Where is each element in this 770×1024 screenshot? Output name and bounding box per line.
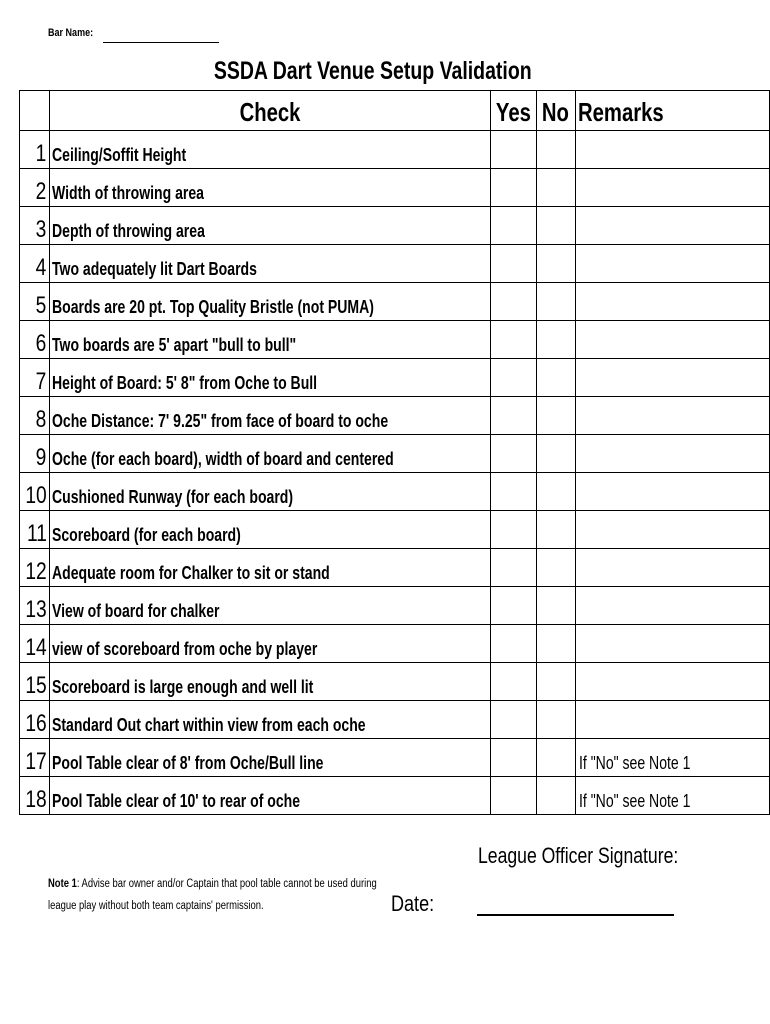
row-number: 18 (20, 777, 50, 815)
row-number: 16 (20, 701, 50, 739)
table-row (20, 549, 770, 587)
row-number: 4 (20, 245, 50, 283)
table-row (20, 587, 770, 625)
remarks-cell[interactable] (575, 359, 769, 397)
table-row (20, 777, 770, 815)
yes-cell[interactable] (490, 625, 536, 663)
checklist-rows (20, 131, 770, 815)
remarks-cell[interactable] (575, 321, 769, 359)
checklist-table (19, 90, 770, 815)
check-item: Depth of throwing area (49, 207, 490, 245)
no-cell[interactable] (536, 245, 575, 283)
remarks-cell[interactable] (575, 283, 769, 321)
yes-cell[interactable] (490, 397, 536, 435)
row-number: 3 (20, 207, 50, 245)
check-item: Standard Out chart within view from each oche (49, 701, 490, 739)
table-row (20, 473, 770, 511)
bar-name-field[interactable] (103, 42, 219, 43)
table-row (20, 739, 770, 777)
yes-cell[interactable] (490, 321, 536, 359)
row-number: 17 (20, 739, 50, 777)
no-cell[interactable] (536, 207, 575, 245)
row-number: 8 (20, 397, 50, 435)
row-number: 2 (20, 169, 50, 207)
remarks-cell[interactable]: If "No" see Note 1 (575, 739, 769, 777)
no-cell[interactable] (536, 625, 575, 663)
no-cell[interactable] (536, 283, 575, 321)
table-row (20, 283, 770, 321)
table-row (20, 359, 770, 397)
no-cell[interactable] (536, 701, 575, 739)
remarks-cell[interactable]: If "No" see Note 1 (575, 777, 769, 815)
yes-cell[interactable] (490, 359, 536, 397)
check-item: Two adequately lit Dart Boards (49, 245, 490, 283)
yes-cell[interactable] (490, 587, 536, 625)
yes-cell[interactable] (490, 435, 536, 473)
signature-label: League Officer Signature: (478, 843, 679, 868)
no-cell[interactable] (536, 549, 575, 587)
remarks-cell[interactable] (575, 245, 769, 283)
page-title-text: SSDA Dart Venue Setup Validation (214, 57, 532, 85)
no-cell[interactable] (536, 663, 575, 701)
check-item: Cushioned Runway (for each board) (49, 473, 490, 511)
row-number: 6 (20, 321, 50, 359)
yes-cell[interactable] (490, 169, 536, 207)
remarks-cell[interactable] (575, 131, 769, 169)
no-cell[interactable] (536, 397, 575, 435)
check-item: Height of Board: 5' 8" from Oche to Bull (49, 359, 490, 397)
yes-cell[interactable] (490, 207, 536, 245)
yes-cell[interactable] (490, 549, 536, 587)
check-item: Boards are 20 pt. Top Quality Bristle (not PUMA) (49, 283, 490, 321)
note-label: Note 1 (48, 878, 77, 890)
date-label: Date: (391, 891, 435, 916)
table-row (20, 435, 770, 473)
no-cell[interactable] (536, 321, 575, 359)
row-number: 13 (20, 587, 50, 625)
row-number: 7 (20, 359, 50, 397)
check-item: Oche (for each board), width of board and centered (49, 435, 490, 473)
check-item: Ceiling/Soffit Height (49, 131, 490, 169)
check-item: Width of throwing area (49, 169, 490, 207)
row-number: 11 (20, 511, 50, 549)
check-item: Scoreboard is large enough and well lit (49, 663, 490, 701)
remarks-cell[interactable] (575, 663, 769, 701)
table-row (20, 207, 770, 245)
table-row (20, 321, 770, 359)
no-cell[interactable] (536, 435, 575, 473)
table-row (20, 397, 770, 435)
yes-cell[interactable] (490, 739, 536, 777)
note-text-line2: league play without both team captains' permission. (48, 900, 264, 912)
yes-cell[interactable] (490, 663, 536, 701)
row-number: 5 (20, 283, 50, 321)
check-item: Scoreboard (for each board) (49, 511, 490, 549)
yes-cell[interactable] (490, 245, 536, 283)
table-row (20, 625, 770, 663)
check-item: Adequate room for Chalker to sit or stand (49, 549, 490, 587)
table-row (20, 663, 770, 701)
no-cell[interactable] (536, 587, 575, 625)
yes-cell[interactable] (490, 701, 536, 739)
check-item: Pool Table clear of 8' from Oche/Bull line (49, 739, 490, 777)
row-number: 10 (20, 473, 50, 511)
remarks-cell[interactable] (575, 473, 769, 511)
table-row (20, 511, 770, 549)
bar-name-label: Bar Name: (48, 27, 94, 39)
check-item: view of scoreboard from oche by player (49, 625, 490, 663)
remarks-cell[interactable] (575, 169, 769, 207)
row-number: 9 (20, 435, 50, 473)
remarks-cell[interactable] (575, 549, 769, 587)
remarks-cell[interactable] (575, 207, 769, 245)
no-cell[interactable] (536, 169, 575, 207)
yes-cell[interactable] (490, 511, 536, 549)
no-cell[interactable] (536, 359, 575, 397)
row-number: 12 (20, 549, 50, 587)
remarks-cell[interactable] (575, 435, 769, 473)
column-header-yes: Yes (490, 91, 536, 131)
row-number: 14 (20, 625, 50, 663)
remarks-cell[interactable] (575, 701, 769, 739)
no-cell[interactable] (536, 131, 575, 169)
yes-cell[interactable] (490, 777, 536, 815)
no-cell[interactable] (536, 777, 575, 815)
remarks-cell[interactable] (575, 397, 769, 435)
row-number: 1 (20, 131, 50, 169)
column-header-number (20, 91, 50, 131)
note-1 (48, 873, 377, 917)
table-row (20, 245, 770, 283)
table-row (20, 131, 770, 169)
row-number: 15 (20, 663, 50, 701)
date-field[interactable] (477, 914, 674, 916)
check-item: Two boards are 5' apart "bull to bull" (49, 321, 490, 359)
no-cell[interactable] (536, 511, 575, 549)
yes-cell[interactable] (490, 283, 536, 321)
yes-cell[interactable] (490, 473, 536, 511)
no-cell[interactable] (536, 473, 575, 511)
check-item: View of board for chalker (49, 587, 490, 625)
column-header-check: Check (49, 91, 490, 131)
yes-cell[interactable] (490, 131, 536, 169)
check-item: Pool Table clear of 10' to rear of oche (49, 777, 490, 815)
no-cell[interactable] (536, 739, 575, 777)
remarks-cell[interactable] (575, 625, 769, 663)
remarks-cell[interactable] (575, 511, 769, 549)
table-header-row (20, 91, 770, 131)
table-row (20, 169, 770, 207)
check-item: Oche Distance: 7' 9.25" from face of board to oche (49, 397, 490, 435)
page-title (0, 57, 746, 86)
remarks-cell[interactable] (575, 587, 769, 625)
table-row (20, 701, 770, 739)
column-header-remarks: Remarks (575, 91, 769, 131)
column-header-no: No (536, 91, 575, 131)
note-text-line1: : Advise bar owner and/or Captain that pool table cannot be used during (76, 878, 377, 890)
